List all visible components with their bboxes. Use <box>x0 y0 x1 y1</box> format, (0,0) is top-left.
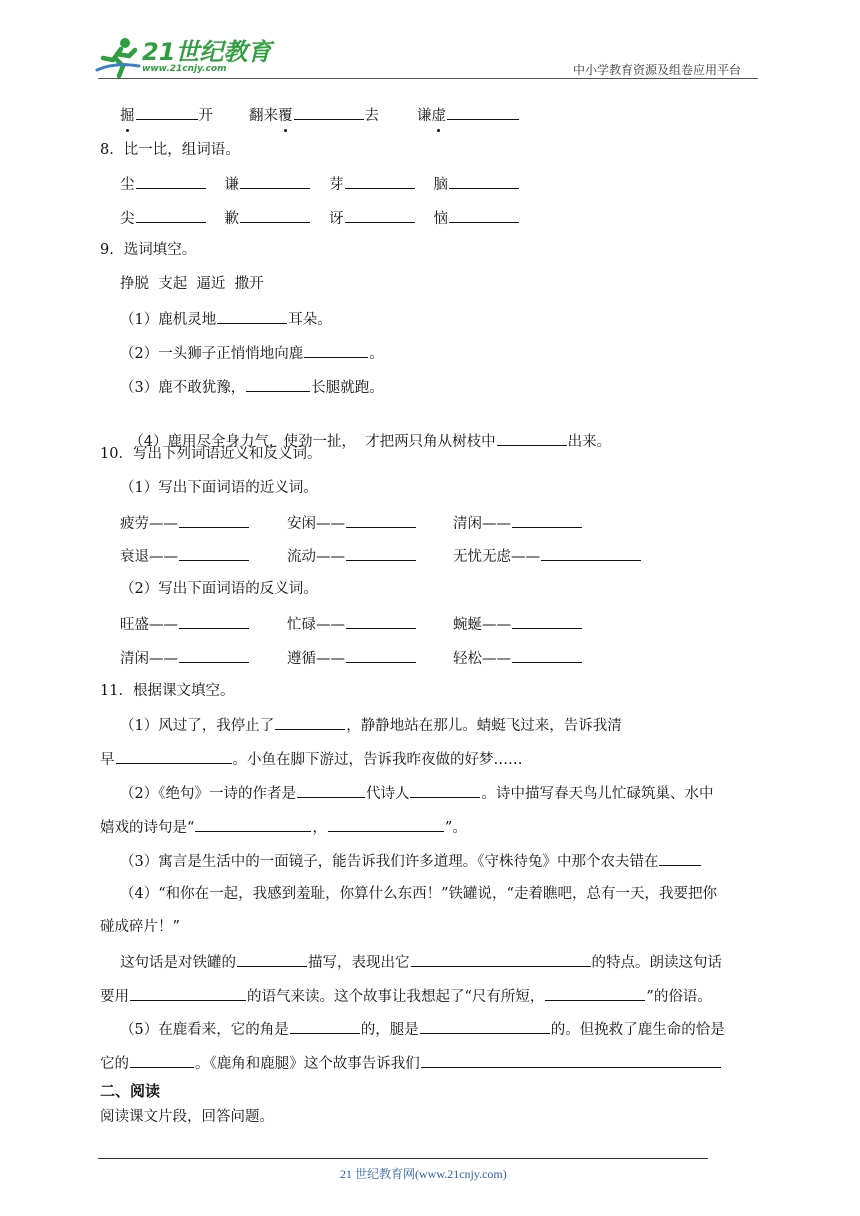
q9-title: 9．选词填空。 <box>100 242 197 258</box>
header-divider <box>98 78 758 79</box>
q7-blank-1[interactable] <box>136 104 198 120</box>
q7-word-fanlaifu: 翻来覆 <box>249 108 293 124</box>
logo-name: 21世纪教育 <box>142 38 272 66</box>
q10-sub-1: （1）写出下面词语的近义词。 <box>120 480 318 496</box>
q9-sentence-1: （1）鹿机灵地 耳朵。 <box>120 308 332 330</box>
q11-item-2-line-1: （2）《绝句》一诗的作者是 代诗人 。诗中描写春天鸟儿忙碌筑巢、水中 <box>120 782 713 804</box>
q7-char-jue: 掘 <box>120 108 135 124</box>
footer-divider <box>98 1158 708 1159</box>
q7-line: 掘 开 翻来覆 去 谦虚 <box>120 104 520 126</box>
q11-item-5-line-1: （5）在鹿看来，它的角是 的，腿是 的。但挽救了鹿生命的恰是 <box>120 1018 725 1040</box>
section-reading-title: 二、阅读 <box>100 1082 161 1100</box>
q7-blank-3[interactable] <box>447 104 519 120</box>
q11-item-2-line-2: 嬉戏的诗句是“ ， ”。 <box>100 816 467 838</box>
q10-sub-2: （2）写出下面词语的反义词。 <box>120 581 318 597</box>
q11-item-4-line-4: 要用 的语气来读。这个故事让我想起了“尺有所短， ”的俗语。 <box>100 985 712 1007</box>
header-platform-text: 中小学教育资源及组卷应用平台 <box>573 63 742 77</box>
q8-title: 8．比一比，组词语。 <box>100 142 240 158</box>
q11-item-4-line-3: 这句话是对铁罐的 描写，表现出它 的特点。朗读这句话 <box>120 951 722 973</box>
section-reading-intro: 阅读课文片段，回答问题。 <box>100 1109 274 1125</box>
logo-url: www.21cnjy.com <box>142 64 227 74</box>
q11-item-1-line-2: 早 。小鱼在脚下游过，告诉我昨夜做的好梦…… <box>100 748 523 770</box>
q11-title: 11．根据课文填空。 <box>100 683 235 699</box>
q8-row-2: 尖 歉 讶 恼 <box>120 207 520 229</box>
q11-item-4-line-2: 碰成碎片！” <box>100 919 180 935</box>
q11-item-5-line-2: 它的 。《鹿角和鹿腿》这个故事告诉我们 <box>100 1052 722 1074</box>
q11-item-3: （3）寓言是生活中的一面镜子，能告诉我们许多道理。《守株待兔》中那个农夫错在 <box>120 850 702 872</box>
q9-word-bank: 挣脱 支起 逼近 撒开 <box>120 276 264 292</box>
q11-item-1-line-1: （1）风过了，我停止了 ，静静地站在那儿。蜻蜓飞过来，告诉我清 <box>120 714 622 736</box>
runner-logo-icon <box>95 36 145 78</box>
q10-title: 10．写出下列词语近义和反义词。 <box>100 446 322 462</box>
q8-row-1: 尘 谦 芽 脑 <box>120 173 520 195</box>
q11-item-4-line-1: （4）“和你在一起，我感到羞耻，你算什么东西！”铁罐说，“走着瞧吧，总有一天，我要把你 <box>120 886 717 902</box>
q7-word-qianxu: 谦虚 <box>417 108 446 124</box>
q9-sentence-2: （2）一头狮子正悄悄地向鹿 。 <box>120 342 384 364</box>
footer-site-text: 21 世纪教育网(www.21cnjy.com) <box>340 1167 507 1181</box>
q9-sentence-3: （3）鹿不敢犹豫， 长腿就跑。 <box>120 376 384 398</box>
q7-blank-2[interactable] <box>294 104 364 120</box>
q9-sentence-4: （4）鹿用尽全身力气，使劲一扯， 才把两只角从树枝中 出来。 <box>120 410 611 452</box>
